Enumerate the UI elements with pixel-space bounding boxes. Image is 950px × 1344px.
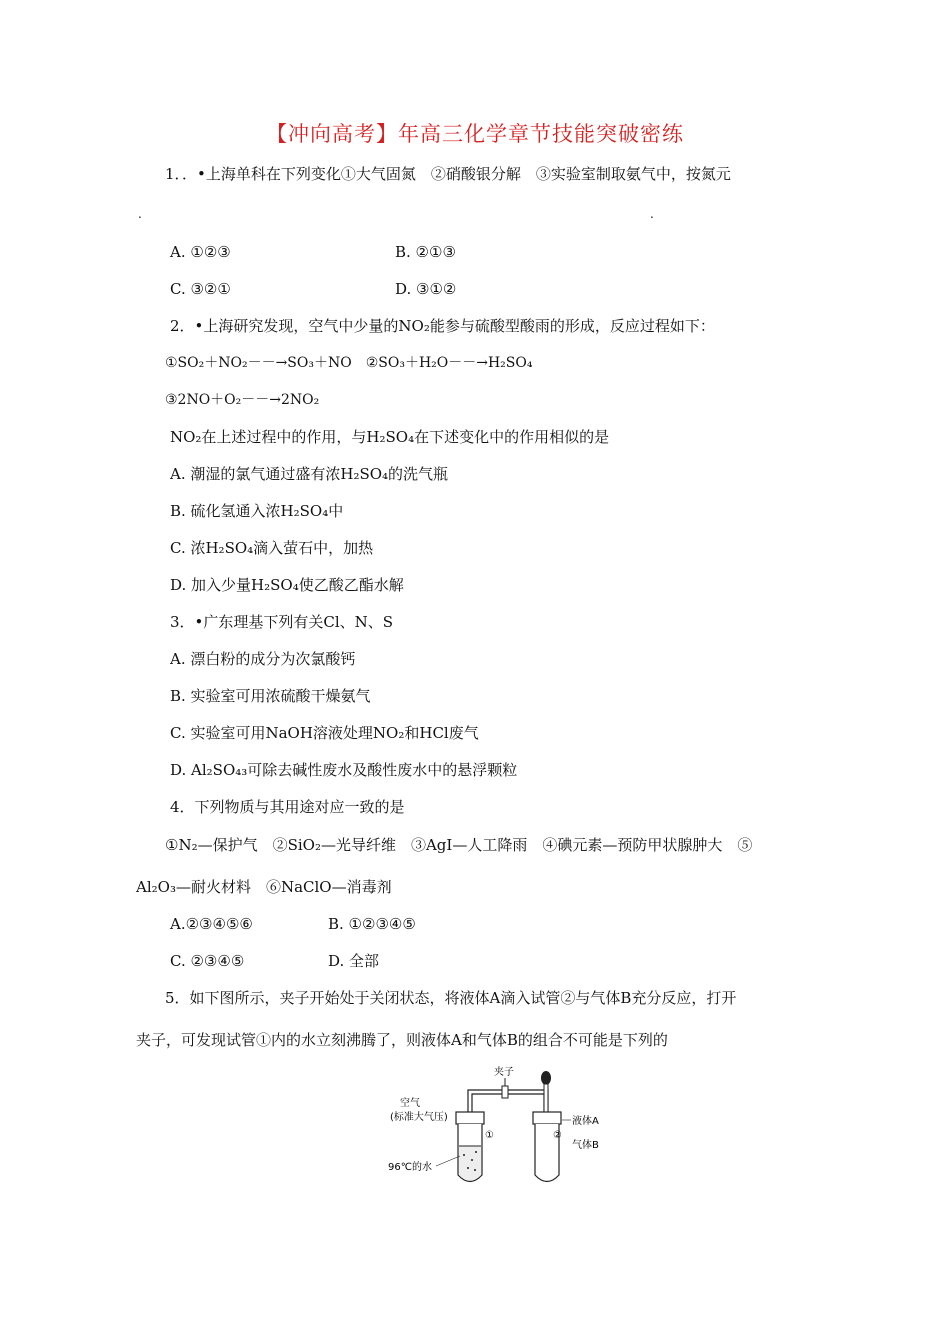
q1-dot-right: . bbox=[650, 207, 654, 221]
q4-option-b: B. ①②③④⑤ bbox=[328, 915, 416, 933]
q4-option-a: A.②③④⑤⑥ bbox=[170, 915, 253, 933]
tube-2-label: ② bbox=[553, 1130, 562, 1141]
q1-option-b: B. ②①③ bbox=[395, 243, 456, 261]
q1-stem: 1．．•上海单科在下列变化①大气固氮 ②硝酸银分解 ③实验室制取氨气中，按氮元 bbox=[165, 165, 731, 183]
q1-option-a: A. ①②③ bbox=[170, 243, 231, 261]
air-label: 空气 bbox=[400, 1098, 420, 1109]
q1-dot-left: . bbox=[138, 207, 142, 221]
clip-icon bbox=[502, 1078, 508, 1098]
q3-option-c: C. 实验室可用NaOH溶液处理NO₂和HCl废气 bbox=[170, 724, 479, 742]
q4-items-line-1: ①N₂—保护气 ②SiO₂—光导纤维 ③AgI—人工降雨 ④碘元素—预防甲状腺肿大 ⑤ bbox=[165, 836, 753, 854]
q2-reaction-1-2: ①SO₂＋NO₂－－→SO₃＋NO ②SO₃＋H₂O－－→H₂SO₄ bbox=[165, 355, 533, 371]
q3-option-a: A. 漂白粉的成分为次氯酸钙 bbox=[170, 650, 356, 668]
liquid-a-label: 液体A bbox=[572, 1116, 599, 1127]
q2-option-d: D. 加入少量H₂SO₄使乙酸乙酯水解 bbox=[170, 576, 404, 594]
q3-option-b: B. 实验室可用浓硫酸干燥氨气 bbox=[170, 687, 371, 705]
test-tube-1 bbox=[456, 1112, 484, 1182]
q5-line-2: 夹子，可发现试管①内的水立刻沸腾了，则液体A和气体B的组合不可能是下列的 bbox=[136, 1031, 668, 1049]
q1-option-d: D. ③①② bbox=[395, 280, 457, 298]
q2-question: NO₂在上述过程中的作用，与H₂SO₄在下述变化中的作用相似的是 bbox=[170, 428, 610, 446]
q3-stem: 3．•广东理基下列有关Cl、N、S bbox=[170, 613, 394, 631]
q2-reaction-3: ③2NO＋O₂－－→2NO₂ bbox=[165, 392, 320, 408]
tube-1-label: ① bbox=[485, 1130, 494, 1141]
q4-stem: 4．下列物质与其用途对应一致的是 bbox=[170, 798, 405, 816]
document-title: 【冲向高考】年高三化学章节技能突破密练 bbox=[266, 122, 684, 146]
q5-line-1: 5．如下图所示，夹子开始处于关闭状态，将液体A滴入试管②与气体B充分反应，打开 bbox=[165, 989, 737, 1007]
clip-label: 夹子 bbox=[494, 1067, 514, 1078]
q2-option-c: C. 浓H₂SO₄滴入萤石中，加热 bbox=[170, 539, 374, 557]
apparatus-figure bbox=[388, 1060, 608, 1190]
q4-option-d: D. 全部 bbox=[328, 952, 380, 970]
gas-b-label: 气体B bbox=[572, 1140, 599, 1151]
q2-stem: 2．•上海研究发现，空气中少量的NO₂能参与硫酸型酸雨的形成，反应过程如下： bbox=[170, 317, 715, 335]
q3-option-d: D. Al₂SO₄₃可除去碱性废水及酸性废水中的悬浮颗粒 bbox=[170, 761, 518, 779]
test-tube-2 bbox=[533, 1112, 561, 1182]
pressure-label: (标准大气压) bbox=[390, 1112, 448, 1123]
water-label: 96℃的水 bbox=[388, 1162, 432, 1173]
q4-items-line-2: Al₂O₃—耐火材料 ⑥NaClO—消毒剂 bbox=[136, 878, 392, 896]
q1-option-c: C. ③②① bbox=[170, 280, 231, 298]
q2-option-b: B. 硫化氢通入浓H₂SO₄中 bbox=[170, 502, 344, 520]
q2-option-a: A. 潮湿的氯气通过盛有浓H₂SO₄的洗气瓶 bbox=[170, 465, 449, 483]
q4-option-c: C. ②③④⑤ bbox=[170, 952, 245, 970]
